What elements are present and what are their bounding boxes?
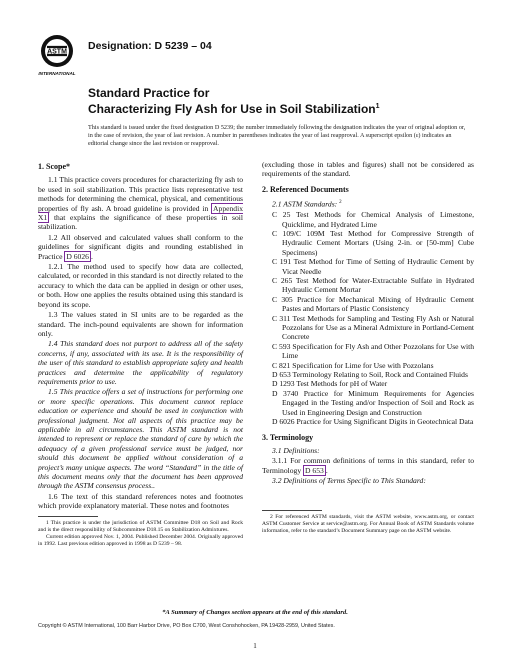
para-3-1-1: 3.1.1 For common definitions of terms in this standard, refer to Terminology D 653 . [262,456,474,475]
reference-item: C 109/C 109M Test Method for Compressive Strength of Hydraulic Cement Mortars (Using 2-in. or [50-mm] Cube Specimens) [272,228,474,257]
para-1-1: 1.1 This practice covers procedures for characterizing fly ash to be used in soil stabilization. This practice lists representative test methods for determining the chemical, physical, and cementitious properties of fly ash. A broad guideline is provided in Appendix X1 that explains the significance of these properties in soil stabilization. [38,175,243,232]
summary-of-changes-note: *A Summary of Changes section appears at the end of this standard. [162,609,348,616]
reference-item: C 191 Test Method for Time of Setting of Hydraulic Cement by Vicat Needle [272,257,474,276]
reference-item: C 311 Test Methods for Sampling and Testing Fly Ash or Natural Pozzolans for Use as a Mineral Admixture in Portland-Cement Concrete [272,313,474,342]
para-1-5: 1.5 This practice offers a set of instructions for performing one or more specific operations. This document cannot replace education or experience and should be used in conjunction with professional judgment. Not all aspects of this practice may be applicable in all circumstances. This ASTM standard is not intended to represent or replace the standard of care by which the adequacy of a given professional service must be judged, nor should this document be applied without consideration of a project’s many unique aspects. The word “Standard” in the title of this document means only that the document has been approved through the ASTM consensus process.. [38,387,243,491]
footnote-divider [262,510,322,511]
terminology-heading: 3. Terminology [262,432,314,442]
referenced-documents-heading: 2. Referenced Documents [262,184,349,194]
title-text: Characterizing Fly Ash for Use in Soil Stabilization [88,102,376,116]
para-1-4: 1.4 This standard does not purport to address all of the safety concerns, if any, associated with its use. It is the responsibility of the user of this standard to establish appropriate safety and health practices and determine the applicability of regulatory requirements prior to use. [38,339,243,386]
reference-list [262,210,474,426]
page-number: 1 [253,642,257,650]
reference-item: D 653 Terminology Relating to Soil, Rock and Contained Fluids [272,370,468,380]
document-title [88,86,380,116]
reference-item: C 265 Test Method for Water-Extractable Sulfate in Hydrated Hydraulic Cement Mortar [272,276,474,295]
astm-standards-label: 2.1 ASTM Standards: $^2$ [272,199,342,209]
para-1-2: 1.2 All observed and calculated values shall conform to the guidelines for significant digits and rounding established in Practice D 6026 . [38,232,243,261]
astm-logo [38,33,76,79]
svg-text:ASTM: ASTM [47,48,67,56]
logo-wordmark: INTERNATIONAL [38,71,76,76]
reference-item: C 593 Specification for Fly Ash and Other Pozzolans for Use with Lime [272,341,474,361]
reference-item: C 305 Practice for Mechanical Mixing of Hydraulic Cement Pastes and Mortars of Plastic Consistency [272,294,474,314]
title-footnote-mark: 1 [375,103,380,110]
reference-item: D 1293 Test Methods for pH of Water [272,379,388,389]
designation: Designation: D 5239 – 04 [88,40,212,52]
title-line-1: Standard Practice for [88,86,210,100]
d653-link[interactable]: D 653 [305,465,324,475]
title-line-2 [88,100,380,116]
footnote-2: 2 For referenced ASTM standards, visit the ASTM website, www.astm.org, or contact ASTM Customer Service at service@astm.org. For Annual Book of ASTM Standards volume information, refer to the standard’s Document Summary page on the ASTM website. [262,513,474,534]
para-1-3: 1.3 The values stated in SI units are to be regarded as the standard. The inch-pound equivalents are shown for information only. [38,310,243,338]
copyright-line: Copyright © ASTM International, 100 Barr Harbor Drive, PO Box C700, West Conshohocken, PA 19428-2959, United States. [38,623,335,629]
appendix-x1-link[interactable]: Appendix X1 [38,203,243,223]
footnote-divider [38,516,98,517]
d6026-link[interactable]: D 6026 [66,251,89,261]
para-1-6: 1.6 The text of this standard references notes and footnotes which provide explanatory material. These notes and footnotes [38,491,243,511]
para-3-1: 3.1 Definitions: [272,445,320,455]
issue-note: This standard is issued under the fixed designation D 5239; the number immediately following the designation indicates the year of original adoption or, in the case of revision, the year of last revision. A number in parentheses indicates the year of last reapproval. A superscript epsilon (ε) indicates an editorial change since the last revision or reapproval. [88,124,466,147]
right-column [262,160,474,535]
para-1-2-1: 1.2.1 The method used to specify how data are collected, calculated, or recorded in this standard is not directly related to the accuracy to which the data can be applied in design or other uses, or both. How one applies the results obtained using this standard is beyond its scope. [38,262,243,309]
left-column [38,160,243,548]
para-3-2: 3.2 Definitions of Terms Specific to This Standard: [272,476,426,486]
reference-item: D 6026 Practice for Using Significant Digits in Geotechnical Data [272,417,474,427]
footnote-1a: 1 This practice is under the jurisdiction of ASTM Committee D18 on Soil and Rock and is the direct responsibility of Subcommittee D18.15 on Stabilization Admixtures. [38,519,243,533]
scope-heading: 1. Scope* [38,162,70,171]
para-1-6-continued: (excluding those in tables and figures) shall not be considered as requirements of the standard. [262,160,474,179]
reference-item: C 25 Test Methods for Chemical Analysis of Limestone, Quicklime, and Hydrated Lime [272,210,474,229]
reference-item: D 3740 Practice for Minimum Requirements for Agencies Engaged in the Testing and/or Inspection of Soil and Rock as Used in Engineering Design and Construction [272,388,474,417]
reference-item: C 821 Specification for Lime for Use with Pozzolans [272,360,434,370]
footnote-1b: Current edition approved Nov. 1, 2004. Published December 2004. Originally approved in 1992. Last previous edition approved in 1998 as D 5239 – 98. [38,533,243,547]
